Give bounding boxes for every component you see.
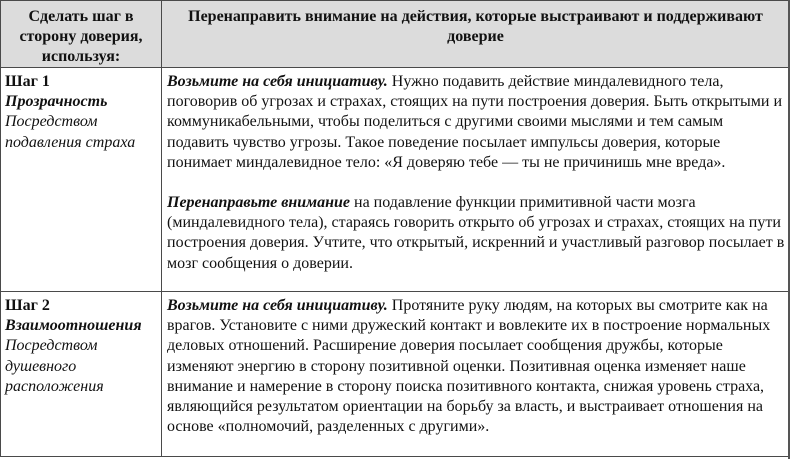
paragraph-lead: Возьмите на себя инициативу.	[167, 297, 388, 314]
step-means: Посредством душевного расположения	[5, 337, 104, 395]
step-name: Взаимоотношения	[5, 317, 142, 335]
step-means: Посредством подавления страха	[5, 113, 136, 151]
paragraph-text: Протяните руку людям, на которых вы смотрите как на врагов. Установите с ними дружеский контакт и вовлеките их в построение нормальных деловых отношений. Расширение доверия посылает сообщения дружбы, которые изменяют энергию в сторону позитивной оценки. Позитивная оценка изменяет наше внимание и намерение в сторону поиска позитивного контакта, снижая уровень страха, являющийся результатом ориентации на борьбу за власть, и выстраивает отношения на основе «полномочий, разделенных с другими».	[167, 297, 771, 436]
header-row	[1, 1, 790, 68]
action-cell	[162, 292, 790, 457]
step-cell	[1, 292, 162, 457]
header-step-label: Сделать шаг в сторону доверия, используя:	[19, 8, 143, 65]
paragraph-lead: Возьмите на себя инициативу.	[167, 73, 388, 90]
action-paragraph	[167, 72, 787, 173]
table-row-step-1	[1, 68, 790, 292]
action-paragraph	[167, 193, 787, 274]
header-step-column	[1, 1, 162, 68]
step-name: Прозрачность	[5, 93, 108, 111]
paragraph-text: Нужно подавить действие миндалевидного тела, поговорив об угрозах и страхах, стоящих на пути построения доверия. Быть открытыми и коммуникабельными, чтобы поделиться с другими своими мыслями и тем самым подавить чувство угрозы. Такое поведение посылает импульсы доверия, которые понимает миндалевидное тело: «Я доверяю тебе — ты не причинишь мне вреда».	[167, 73, 783, 171]
step-number: Шаг 1	[5, 73, 50, 90]
table-row-step-2	[1, 292, 790, 457]
step-cell	[1, 68, 162, 292]
action-cell	[162, 68, 790, 292]
header-action-label: Перенаправить внимание на действия, которые выстраивают и поддерживают доверие	[188, 8, 763, 45]
paragraph-text: на подавление функции примитивной части мозга (миндалевидного тела), стараясь говорить открыто об угрозах и страхах, стоящих на пути построения доверия. Учтите, что открытый, искренний и участливый разговор посылает в мозг сообщения о доверии.	[167, 194, 785, 272]
step-number: Шаг 2	[5, 297, 50, 314]
header-action-column	[162, 1, 790, 68]
paragraph-lead: Перенаправьте внимание	[167, 194, 350, 212]
action-paragraph	[167, 296, 787, 437]
